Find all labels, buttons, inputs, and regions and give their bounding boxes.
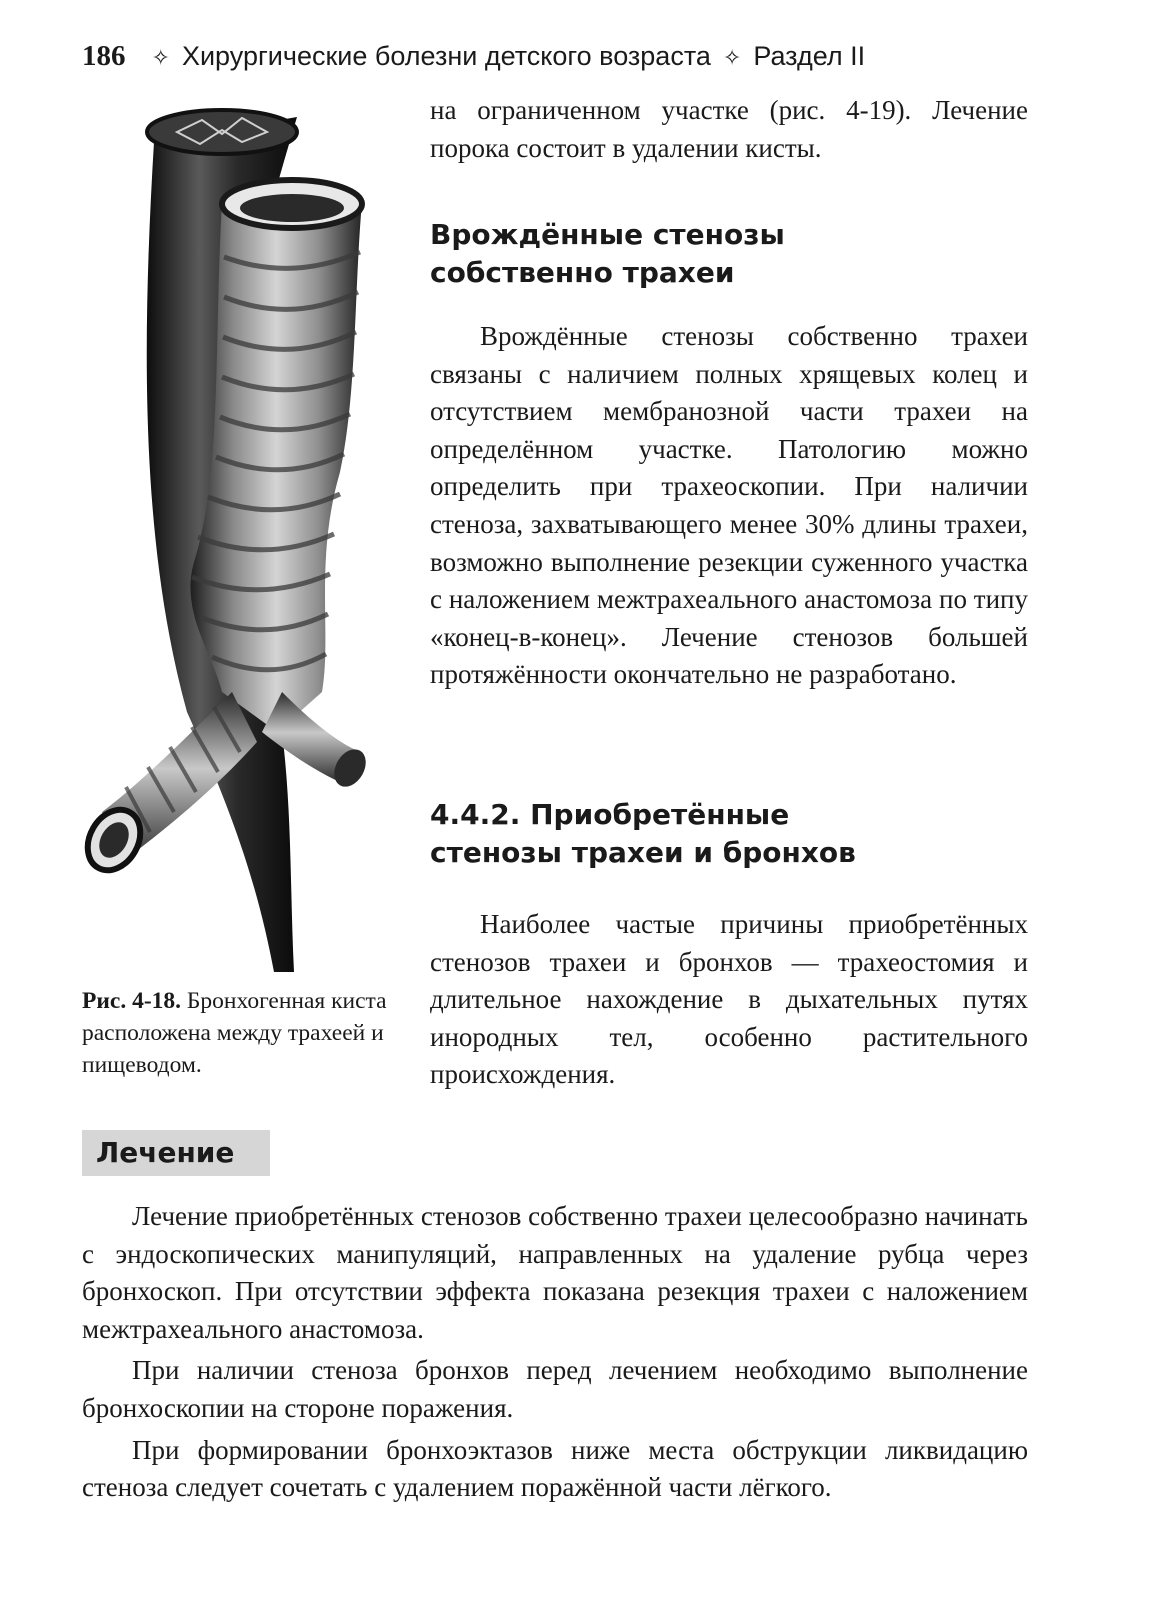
trachea-esophagus-illustration xyxy=(82,92,402,972)
acquired-paragraph: Наиболее частые причины приобретённых стенозов трахеи и бронхов — трахеостомия и длительное нахождение в дыхательных путях инородных тел, особенно растительного происхождения. xyxy=(430,909,1028,1090)
section-label: Раздел II xyxy=(753,41,866,71)
acquired-block xyxy=(430,906,1028,1094)
heading-congenital-line2: собственно трахеи xyxy=(430,256,735,289)
congenital-paragraph: Врождённые стенозы собственно трахеи связаны с наличием полных хрящевых колец и отсутствием мембранозной части трахеи на определённом участке. Патологию можно определить при трахеоскопии. При наличии стеноза, захватывающего менее 30% длины трахеи, возможно выполнение резекции суженного участка с наложением межтрахеального анастомоза по типу «конец-в-конец». Лечение стенозов большей протяжённости окончательно не разработано. xyxy=(430,321,1028,690)
heading-congenital-line1: Врождённые стенозы xyxy=(430,218,785,251)
treatment-paragraph-1: Лечение приобретённых стенозов собственно трахеи целесообразно начинать с эндоскопических манипуляций, направленных на удаление рубца через бронхоскоп. При отсутствии эффекта показана резекция трахеи с наложением межтрахеального анастомоза. xyxy=(82,1201,1028,1344)
esophagus-opening xyxy=(147,110,297,154)
page-number: 186 xyxy=(82,40,126,72)
book-title: Хирургические болезни детского возраста xyxy=(181,41,711,71)
figure-illustration xyxy=(82,92,402,972)
treatment-block xyxy=(82,1198,1028,1511)
heading-acquired-stenoses xyxy=(430,796,1030,872)
figure-caption-text: Бронхогенная киста расположена между трахеей и пищеводом. xyxy=(82,988,387,1078)
heading-acquired-line2: стенозы трахеи и бронхов xyxy=(430,836,856,869)
treatment-label: Лечение xyxy=(82,1130,270,1176)
diamond-separator-icon: ✧ xyxy=(151,45,170,70)
heading-congenital-stenoses xyxy=(430,216,1030,292)
figure-caption xyxy=(82,985,402,1081)
figure-label: Рис. 4-18. xyxy=(82,988,182,1014)
running-head xyxy=(82,36,982,76)
treatment-paragraph-3: При формировании бронхоэктазов ниже места обструкции ликвидацию стеноза следует сочетать с удалением поражённой части лёгкого. xyxy=(82,1434,1028,1503)
diamond-separator-icon-2: ✧ xyxy=(722,45,742,70)
congenital-block xyxy=(430,318,1028,694)
treatment-paragraph-2: При наличии стеноза бронхов перед лечением необходимо выполнение бронхоскопии на стороне поражения. xyxy=(82,1355,1028,1423)
intro-paragraph: на ограниченном участке (рис. 4-19). Лечение порока состоит в удалении кисты. xyxy=(430,95,1028,163)
heading-acquired-line1: 4.4.2. Приобретённые xyxy=(430,798,790,831)
intro-block xyxy=(430,92,1028,167)
